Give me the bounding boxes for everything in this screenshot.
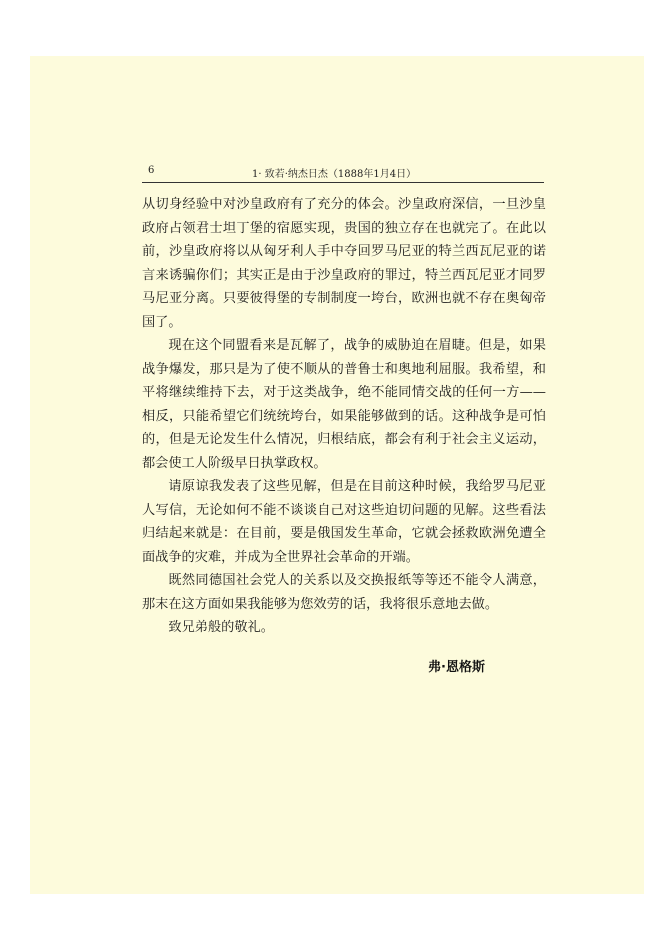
paragraph: 现在这个同盟看来是瓦解了，战争的威胁迫在眉睫。但是，如果战争爆发，那只是为了使不顺从的普鲁士和奥地利屈服。我希望，和平将继续维持下去，对于这类战争，绝不能同情交战的任何一方——相反，只能希望它们统统垮台，如果能够做到的话。这种战争是可怕的，但是无论发生什么情况，归根结底，都会有利于社会主义运动，都会使工人阶级早日执掌政权。 <box>142 338 546 471</box>
signature: 弗·恩格斯 <box>428 660 485 675</box>
paragraph-continued: 从切身经验中对沙皇政府有了充分的体会。沙皇政府深信，一旦沙皇政府占领君士坦丁堡的宿愿实现，贵国的独立存在也就完了。在此以前，沙皇政府将以从匈牙利人手中夺回罗马尼亚的特兰西瓦尼亚的诺言来诱骗你们；其实正是由于沙皇政府的罪过，特兰西瓦尼亚才同罗马尼亚分离。只要彼得堡的专制制度一垮台，欧洲也就不存在奥匈帝国了。 <box>142 197 546 330</box>
running-title: 1· 致若·纳杰日杰（1888年1月4日） <box>252 169 417 180</box>
running-header <box>142 162 544 183</box>
paragraph: 请原谅我发表了这些见解，但是在目前这种时候，我给罗马尼亚人写信，无论如何不能不谈谈自己对这些迫切问题的见解。这些看法归结起来就是：在目前，要是俄国发生革命，它就会拯救欧洲免遭全面战争的灾难，并成为全世界社会革命的开端。 <box>142 479 546 565</box>
paragraph: 既然同德国社会党人的关系以及交换报纸等等还不能令人满意，那末在这方面如果我能够为您效劳的话，我将很乐意地去做。 <box>142 573 546 612</box>
closing-salutation: 致兄弟般的敬礼。 <box>168 620 274 635</box>
page-number: 6 <box>148 165 155 176</box>
letter-body <box>142 193 546 640</box>
